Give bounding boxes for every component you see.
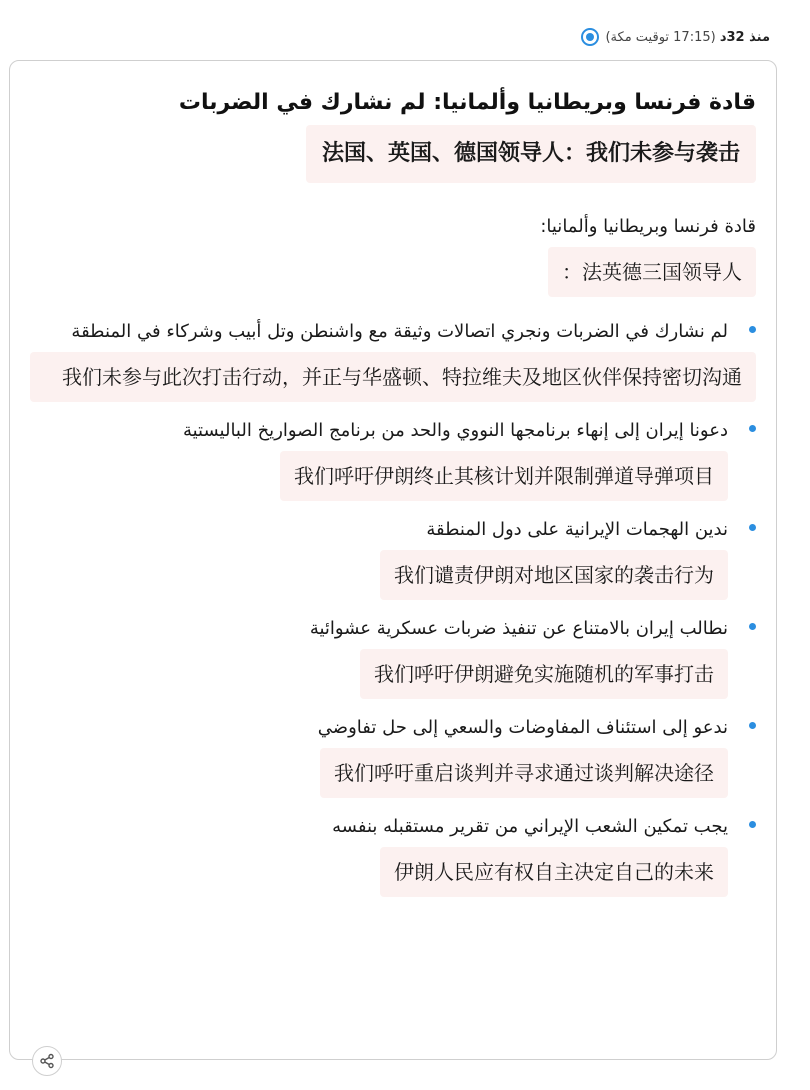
bullet-dot-icon <box>749 821 756 828</box>
bullet-translation-wrap <box>30 550 756 600</box>
headline-translation: 法国、英国、德国领导人：我们未参与袭击 <box>306 125 756 183</box>
list-item <box>30 614 756 699</box>
bullet-text <box>30 614 756 643</box>
bullet-translation-wrap <box>30 847 756 897</box>
bullet-arabic: نطالب إيران بالامتناع عن تنفيذ ضربات عسكرية عشوائية <box>309 618 728 639</box>
bullet-translation: 我们呼吁伊朗避免实施随机的军事打击 <box>360 649 728 699</box>
bullet-dot-icon <box>749 623 756 630</box>
bullet-translation: 我们呼吁伊朗终止其核计划并限制弹道导弹项目 <box>280 451 728 501</box>
bullet-translation-wrap <box>30 748 756 798</box>
bullet-translation-wrap <box>30 352 756 402</box>
bullet-translation: 伊朗人民应有权自主决定自己的未来 <box>380 847 728 897</box>
bullet-arabic: دعونا إيران إلى إنهاء برنامجها النووي والحد من برنامج الصواريخ الباليستية <box>182 420 728 441</box>
news-card-content <box>30 83 756 911</box>
list-item <box>30 317 756 402</box>
bullet-translation-wrap <box>30 649 756 699</box>
intro-arabic: قادة فرنسا وبريطانيا وألمانيا: <box>540 216 756 237</box>
bullet-translation-wrap <box>30 451 756 501</box>
bullet-translation: 我们呼吁重启谈判并寻求通过谈判解决途径 <box>320 748 728 798</box>
bullet-arabic: لم نشارك في الضربات ونجري اتصالات وثيقة مع واشنطن وتل أبيب وشركاء في المنطقة <box>71 321 728 342</box>
bullet-translation: 我们未参与此次打击行动，并正与华盛顿、特拉维夫及地区伙伴保持密切沟通 <box>30 352 756 402</box>
bullet-text <box>30 416 756 445</box>
bullet-arabic: ندعو إلى استئناف المفاوضات والسعي إلى حل تفاوضي <box>317 717 728 738</box>
bullet-translation: 我们谴责伊朗对地区国家的袭击行为 <box>380 550 728 600</box>
bullet-text <box>30 812 756 841</box>
bullet-arabic: ندين الهجمات الإيرانية على دول المنطقة <box>426 519 728 540</box>
timestamp-ago: منذ 32د <box>719 29 770 45</box>
bullet-dot-icon <box>749 722 756 729</box>
list-item <box>30 713 756 798</box>
share-icon <box>39 1053 55 1069</box>
timestamp-clock: (17:15 توقيت مكة) <box>605 29 716 45</box>
list-item <box>30 812 756 897</box>
intro-translation: 法英德三国领导人： <box>548 247 756 297</box>
share-button[interactable] <box>32 1046 62 1076</box>
bullet-dot-icon <box>749 326 756 333</box>
bullet-arabic: يجب تمكين الشعب الإيراني من تقرير مستقبله بنفسه <box>332 816 728 837</box>
bullet-text <box>30 515 756 544</box>
bullet-text <box>30 317 756 346</box>
bullet-dot-icon <box>749 425 756 432</box>
timestamp-row <box>581 26 770 48</box>
bullet-text <box>30 713 756 742</box>
statement-list <box>30 317 756 897</box>
timeline-dot-icon <box>581 28 599 46</box>
headline-arabic: قادة فرنسا وبريطانيا وألمانيا: لم نشارك في الضربات <box>178 90 756 115</box>
news-card <box>9 60 777 1060</box>
list-item <box>30 416 756 501</box>
list-item <box>30 515 756 600</box>
timestamp <box>605 30 770 45</box>
bullet-dot-icon <box>749 524 756 531</box>
